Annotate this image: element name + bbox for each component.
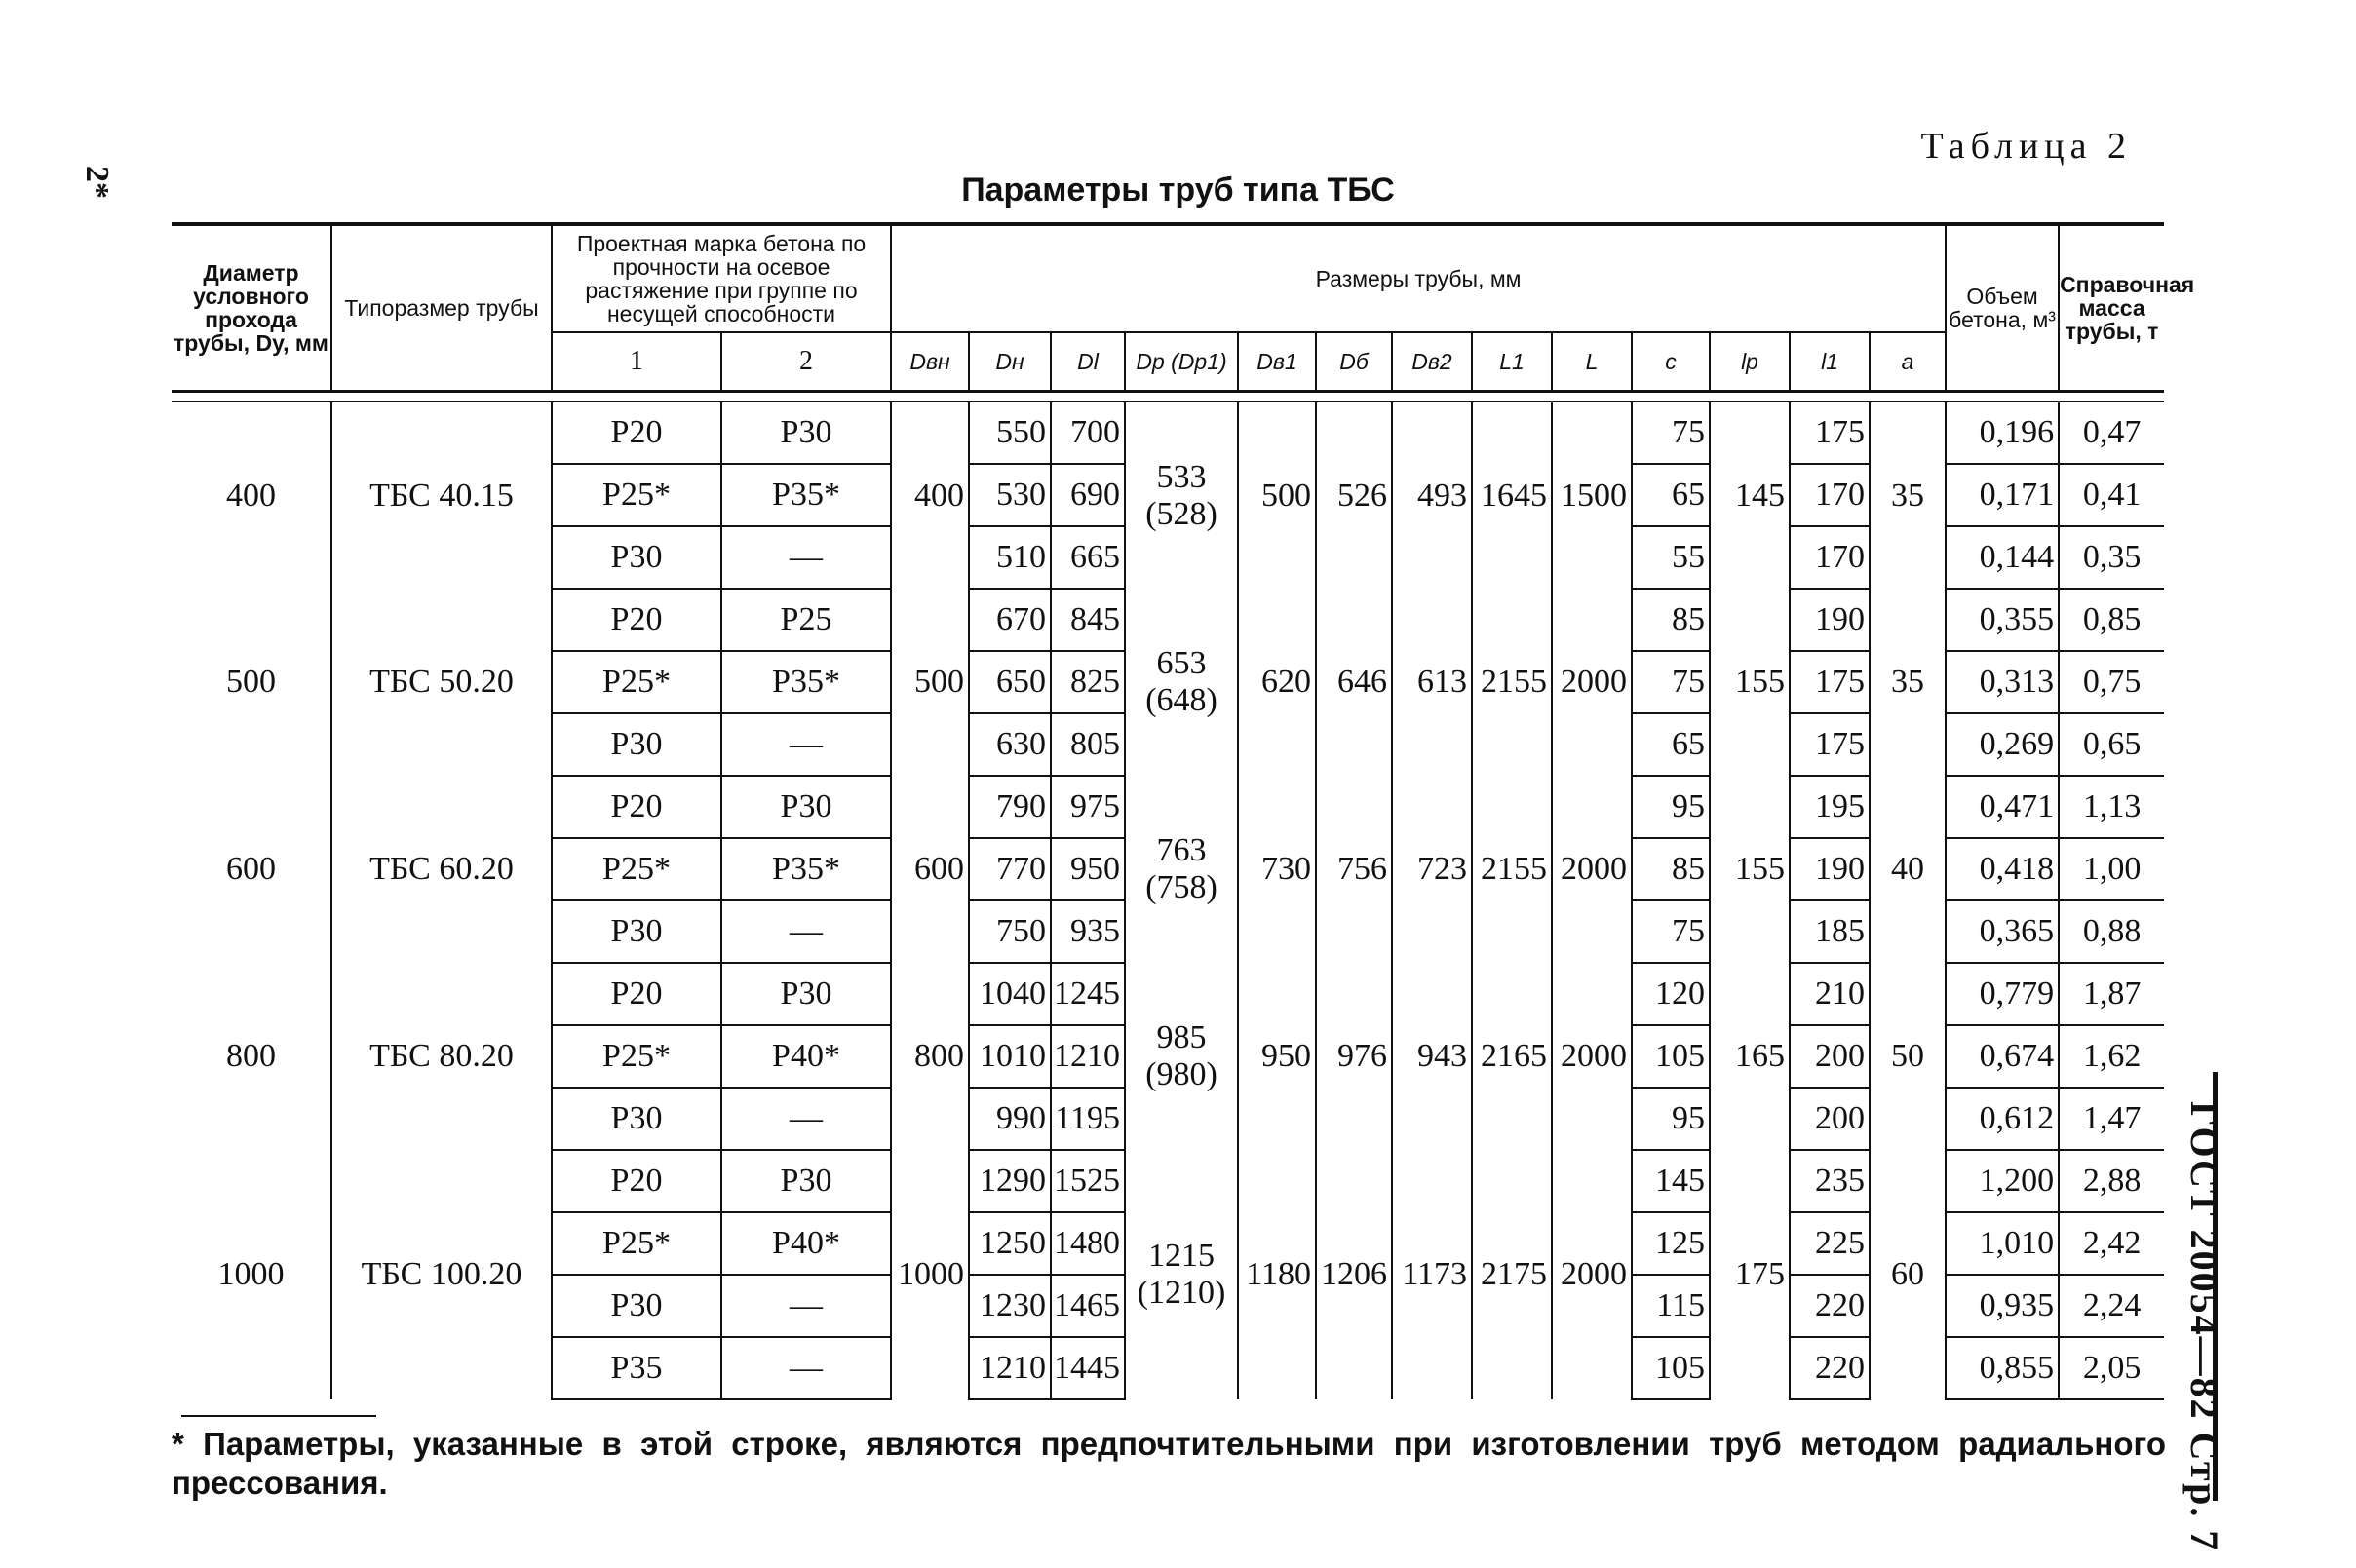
cell-l1: 220 — [1790, 1275, 1870, 1337]
footnote-rule — [181, 1415, 376, 1417]
cell-dl: 975 — [1051, 776, 1125, 838]
cell-dn: 550 — [969, 402, 1051, 464]
cell-dl: 1445 — [1051, 1337, 1125, 1399]
cell-mass: 2,24 — [2059, 1275, 2164, 1337]
cell-db: 1206 — [1316, 1150, 1392, 1399]
cell-grade-2: Р35* — [721, 838, 891, 900]
cell-dl: 665 — [1051, 526, 1125, 589]
cell-mass: 2,05 — [2059, 1337, 2164, 1399]
cell-mass: 1,47 — [2059, 1088, 2164, 1150]
cell-dvn: 1000 — [891, 1150, 969, 1399]
cell-dv1: 950 — [1238, 963, 1316, 1150]
cell-db: 646 — [1316, 589, 1392, 776]
cell-l1: 185 — [1790, 900, 1870, 963]
cell-dn: 1040 — [969, 963, 1051, 1025]
table-row — [172, 589, 2164, 651]
cell-dl: 825 — [1051, 651, 1125, 713]
cell-c: 75 — [1632, 651, 1710, 713]
cell-dp: 653 (648) — [1125, 589, 1238, 776]
cell-lp: 155 — [1710, 776, 1790, 963]
cell-dvn: 800 — [891, 963, 969, 1150]
cell-grade-1: Р30 — [552, 900, 721, 963]
header-type: Типоразмер трубы — [331, 224, 552, 392]
cell-dn: 1210 — [969, 1337, 1051, 1399]
pipe-parameters-table — [172, 222, 2195, 1400]
cell-lp: 175 — [1710, 1150, 1790, 1399]
cell-dv1: 620 — [1238, 589, 1316, 776]
cell-dn: 630 — [969, 713, 1051, 776]
cell-grade-2: — — [721, 713, 891, 776]
cell-dp: 985 (980) — [1125, 963, 1238, 1150]
cell-c: 95 — [1632, 1088, 1710, 1150]
cell-grade-2: Р35* — [721, 651, 891, 713]
cell-L1: 2165 — [1472, 963, 1552, 1150]
header-col-dvn: Dвн — [891, 332, 969, 392]
cell-mass: 1,87 — [2059, 963, 2164, 1025]
cell-dy: 600 — [226, 851, 276, 887]
header-dy: Диаметр условного прохода трубы, Dу, мм — [172, 224, 331, 392]
cell-grade-1: Р25* — [552, 464, 721, 526]
cell-c: 65 — [1632, 713, 1710, 776]
header-col-dn: Dн — [969, 332, 1051, 392]
cell-L1: 2155 — [1472, 589, 1552, 776]
cell-dv2: 613 — [1392, 589, 1472, 776]
cell-volume: 0,779 — [1946, 963, 2059, 1025]
cell-dp: 1215 (1210) — [1125, 1150, 1238, 1399]
cell-a: 35 — [1870, 402, 1946, 589]
cell-dl: 1195 — [1051, 1088, 1125, 1150]
cell-dvn: 600 — [891, 776, 969, 963]
cell-c: 125 — [1632, 1212, 1710, 1275]
cell-L: 2000 — [1552, 776, 1632, 963]
cell-db: 756 — [1316, 776, 1392, 963]
cell-grade-1: Р20 — [552, 1150, 721, 1212]
cell-grade-1: Р25* — [552, 838, 721, 900]
cell-dv1: 1180 — [1238, 1150, 1316, 1399]
cell-dn: 650 — [969, 651, 1051, 713]
cell-volume: 0,355 — [1946, 589, 2059, 651]
cell-a: 60 — [1870, 1150, 1946, 1399]
cell-dy: 500 — [226, 664, 276, 700]
cell-mass: 0,88 — [2059, 900, 2164, 963]
cell-c: 115 — [1632, 1275, 1710, 1337]
cell-l1: 220 — [1790, 1337, 1870, 1399]
cell-grade-2: — — [721, 1275, 891, 1337]
cell-volume: 0,144 — [1946, 526, 2059, 589]
cell-dl: 690 — [1051, 464, 1125, 526]
header-grade-1: 1 — [552, 332, 721, 392]
table-title: Параметры труб типа ТБС — [961, 172, 1395, 209]
table-row — [172, 402, 2164, 464]
header-col-l: L — [1552, 332, 1632, 392]
cell-grade-2: — — [721, 526, 891, 589]
cell-volume: 0,612 — [1946, 1088, 2059, 1150]
cell-dl: 1245 — [1051, 963, 1125, 1025]
cell-dl: 950 — [1051, 838, 1125, 900]
cell-volume: 0,418 — [1946, 838, 2059, 900]
cell-c: 95 — [1632, 776, 1710, 838]
cell-db: 526 — [1316, 402, 1392, 589]
cell-mass: 0,35 — [2059, 526, 2164, 589]
cell-grade-2: Р25 — [721, 589, 891, 651]
cell-grade-1: Р25* — [552, 1025, 721, 1088]
cell-mass: 0,65 — [2059, 713, 2164, 776]
cell-grade-2: Р30 — [721, 776, 891, 838]
cell-mass: 2,42 — [2059, 1212, 2164, 1275]
cell-volume: 0,855 — [1946, 1337, 2059, 1399]
cell-l1: 200 — [1790, 1088, 1870, 1150]
cell-grade-1: Р30 — [552, 713, 721, 776]
cell-dy: 800 — [226, 1038, 276, 1074]
cell-dp: 533 (528) — [1125, 402, 1238, 589]
cell-L: 1500 — [1552, 402, 1632, 589]
cell-grade-2: Р30 — [721, 963, 891, 1025]
cell-mass: 0,75 — [2059, 651, 2164, 713]
cell-volume: 0,196 — [1946, 402, 2059, 464]
cell-dy: 400 — [226, 477, 276, 514]
cell-l1: 195 — [1790, 776, 1870, 838]
table-row — [172, 963, 2164, 1025]
cell-c: 85 — [1632, 838, 1710, 900]
cell-mass: 1,00 — [2059, 838, 2164, 900]
cell-grade-2: Р40* — [721, 1212, 891, 1275]
header-col-dv1: Dв1 — [1238, 332, 1316, 392]
cell-l1: 235 — [1790, 1150, 1870, 1212]
cell-dn: 1010 — [969, 1025, 1051, 1088]
cell-volume: 0,313 — [1946, 651, 2059, 713]
cell-L: 2000 — [1552, 589, 1632, 776]
cell-grade-1: Р25* — [552, 1212, 721, 1275]
cell-c: 120 — [1632, 963, 1710, 1025]
header-col-db: Dб — [1316, 332, 1392, 392]
table-body — [172, 392, 2164, 1400]
cell-grade-1: Р20 — [552, 589, 721, 651]
cell-L1: 2175 — [1472, 1150, 1552, 1399]
header-col-l1: L1 — [1472, 332, 1552, 392]
cell-grade-1: Р25* — [552, 651, 721, 713]
table-row — [172, 776, 2164, 838]
cell-lp: 165 — [1710, 963, 1790, 1150]
cell-dn: 670 — [969, 589, 1051, 651]
header-volume: Объем бетона, м³ — [1946, 224, 2059, 392]
cell-grade-1: Р30 — [552, 1275, 721, 1337]
header-dims: Размеры трубы, мм — [891, 224, 1946, 332]
cell-dl: 1465 — [1051, 1275, 1125, 1337]
cell-dv1: 730 — [1238, 776, 1316, 963]
cell-type: ТБС 80.20 — [331, 963, 552, 1150]
cell-l1: 175 — [1790, 651, 1870, 713]
cell-grade-2: — — [721, 1088, 891, 1150]
cell-dv1: 500 — [1238, 402, 1316, 589]
cell-l1: 175 — [1790, 713, 1870, 776]
cell-c: 65 — [1632, 464, 1710, 526]
header-col-c: c — [1632, 332, 1710, 392]
cell-l1: 170 — [1790, 526, 1870, 589]
cell-a: 40 — [1870, 776, 1946, 963]
cell-dn: 770 — [969, 838, 1051, 900]
cell-l1: 175 — [1790, 402, 1870, 464]
running-header: ГОСТ 20054—82 Стр. 7 — [2182, 1101, 2226, 1552]
cell-l1: 190 — [1790, 589, 1870, 651]
cell-l1: 170 — [1790, 464, 1870, 526]
cell-type: ТБС 50.20 — [331, 589, 552, 776]
cell-dn: 750 — [969, 900, 1051, 963]
cell-grade-2: Р30 — [721, 1150, 891, 1212]
cell-L: 2000 — [1552, 1150, 1632, 1399]
cell-grade-2: Р30 — [721, 402, 891, 464]
cell-L: 2000 — [1552, 963, 1632, 1150]
cell-grade-1: Р20 — [552, 963, 721, 1025]
cell-volume: 1,200 — [1946, 1150, 2059, 1212]
table-label: Таблица 2 — [1920, 126, 2132, 167]
cell-volume: 1,010 — [1946, 1212, 2059, 1275]
cell-dn: 530 — [969, 464, 1051, 526]
cell-dl: 845 — [1051, 589, 1125, 651]
cell-volume: 0,171 — [1946, 464, 2059, 526]
cell-mass: 1,13 — [2059, 776, 2164, 838]
cell-dv2: 493 — [1392, 402, 1472, 589]
cell-dn: 1250 — [969, 1212, 1051, 1275]
cell-dv2: 943 — [1392, 963, 1472, 1150]
cell-grade-1: Р30 — [552, 1088, 721, 1150]
cell-type: ТБС 60.20 — [331, 776, 552, 963]
cell-c: 85 — [1632, 589, 1710, 651]
cell-grade-1: Р20 — [552, 402, 721, 464]
cell-c: 145 — [1632, 1150, 1710, 1212]
cell-lp: 145 — [1710, 402, 1790, 589]
cell-grade-2: — — [721, 900, 891, 963]
cell-l1: 225 — [1790, 1212, 1870, 1275]
cell-dy: 1000 — [217, 1256, 285, 1292]
cell-volume: 0,674 — [1946, 1025, 2059, 1088]
cell-c: 55 — [1632, 526, 1710, 589]
header-col-dp: Dр (Dр1) — [1125, 332, 1238, 392]
cell-c: 75 — [1632, 402, 1710, 464]
cell-grade-2: — — [721, 1337, 891, 1399]
cell-l1: 210 — [1790, 963, 1870, 1025]
cell-a: 50 — [1870, 963, 1946, 1150]
cell-volume: 0,471 — [1946, 776, 2059, 838]
cell-mass: 1,62 — [2059, 1025, 2164, 1088]
cell-mass: 0,41 — [2059, 464, 2164, 526]
cell-a: 35 — [1870, 589, 1946, 776]
header-col-a: a — [1870, 332, 1946, 392]
cell-volume: 0,935 — [1946, 1275, 2059, 1337]
cell-dn: 1290 — [969, 1150, 1051, 1212]
cell-grade-1: Р35 — [552, 1337, 721, 1399]
cell-dl: 700 — [1051, 402, 1125, 464]
page-corner-mark: 2* — [79, 166, 115, 199]
cell-grade-2: Р35* — [721, 464, 891, 526]
cell-grade-1: Р20 — [552, 776, 721, 838]
header-col-dl: Dl — [1051, 332, 1125, 392]
header-mass: Справочная масса трубы, т — [2059, 224, 2164, 392]
table-row — [172, 1150, 2164, 1212]
cell-L1: 2155 — [1472, 776, 1552, 963]
cell-dvn: 400 — [891, 402, 969, 589]
cell-volume: 0,269 — [1946, 713, 2059, 776]
cell-dp: 763 (758) — [1125, 776, 1238, 963]
cell-L1: 1645 — [1472, 402, 1552, 589]
cell-dn: 990 — [969, 1088, 1051, 1150]
header-col-lp: lр — [1710, 332, 1790, 392]
header-grade: Проектная марка бетона по прочности на осевое растяжение при группе по несущей способности — [552, 224, 891, 332]
cell-db: 976 — [1316, 963, 1392, 1150]
cell-dl: 805 — [1051, 713, 1125, 776]
cell-l1: 200 — [1790, 1025, 1870, 1088]
header-grade-2: 2 — [721, 332, 891, 392]
cell-l1: 190 — [1790, 838, 1870, 900]
footnote: * Параметры, указанные в этой строке, являются предпочтительными при изготовлении труб методом радиального прессования. — [172, 1426, 2166, 1501]
cell-dvn: 500 — [891, 589, 969, 776]
cell-c: 105 — [1632, 1337, 1710, 1399]
cell-dn: 1230 — [969, 1275, 1051, 1337]
cell-volume: 0,365 — [1946, 900, 2059, 963]
cell-dn: 790 — [969, 776, 1051, 838]
cell-dl: 935 — [1051, 900, 1125, 963]
cell-grade-1: Р30 — [552, 526, 721, 589]
cell-mass: 0,85 — [2059, 589, 2164, 651]
cell-lp: 155 — [1710, 589, 1790, 776]
cell-type: ТБС 40.15 — [331, 402, 552, 589]
cell-dn: 510 — [969, 526, 1051, 589]
cell-dl: 1210 — [1051, 1025, 1125, 1088]
cell-c: 105 — [1632, 1025, 1710, 1088]
cell-mass: 2,88 — [2059, 1150, 2164, 1212]
cell-c: 75 — [1632, 900, 1710, 963]
cell-dl: 1525 — [1051, 1150, 1125, 1212]
cell-mass: 0,47 — [2059, 402, 2164, 464]
cell-grade-2: Р40* — [721, 1025, 891, 1088]
cell-dl: 1480 — [1051, 1212, 1125, 1275]
cell-type: ТБС 100.20 — [331, 1150, 552, 1399]
cell-dv2: 1173 — [1392, 1150, 1472, 1399]
header-col-l1-small: l1 — [1790, 332, 1870, 392]
header-col-dv2: Dв2 — [1392, 332, 1472, 392]
cell-dv2: 723 — [1392, 776, 1472, 963]
